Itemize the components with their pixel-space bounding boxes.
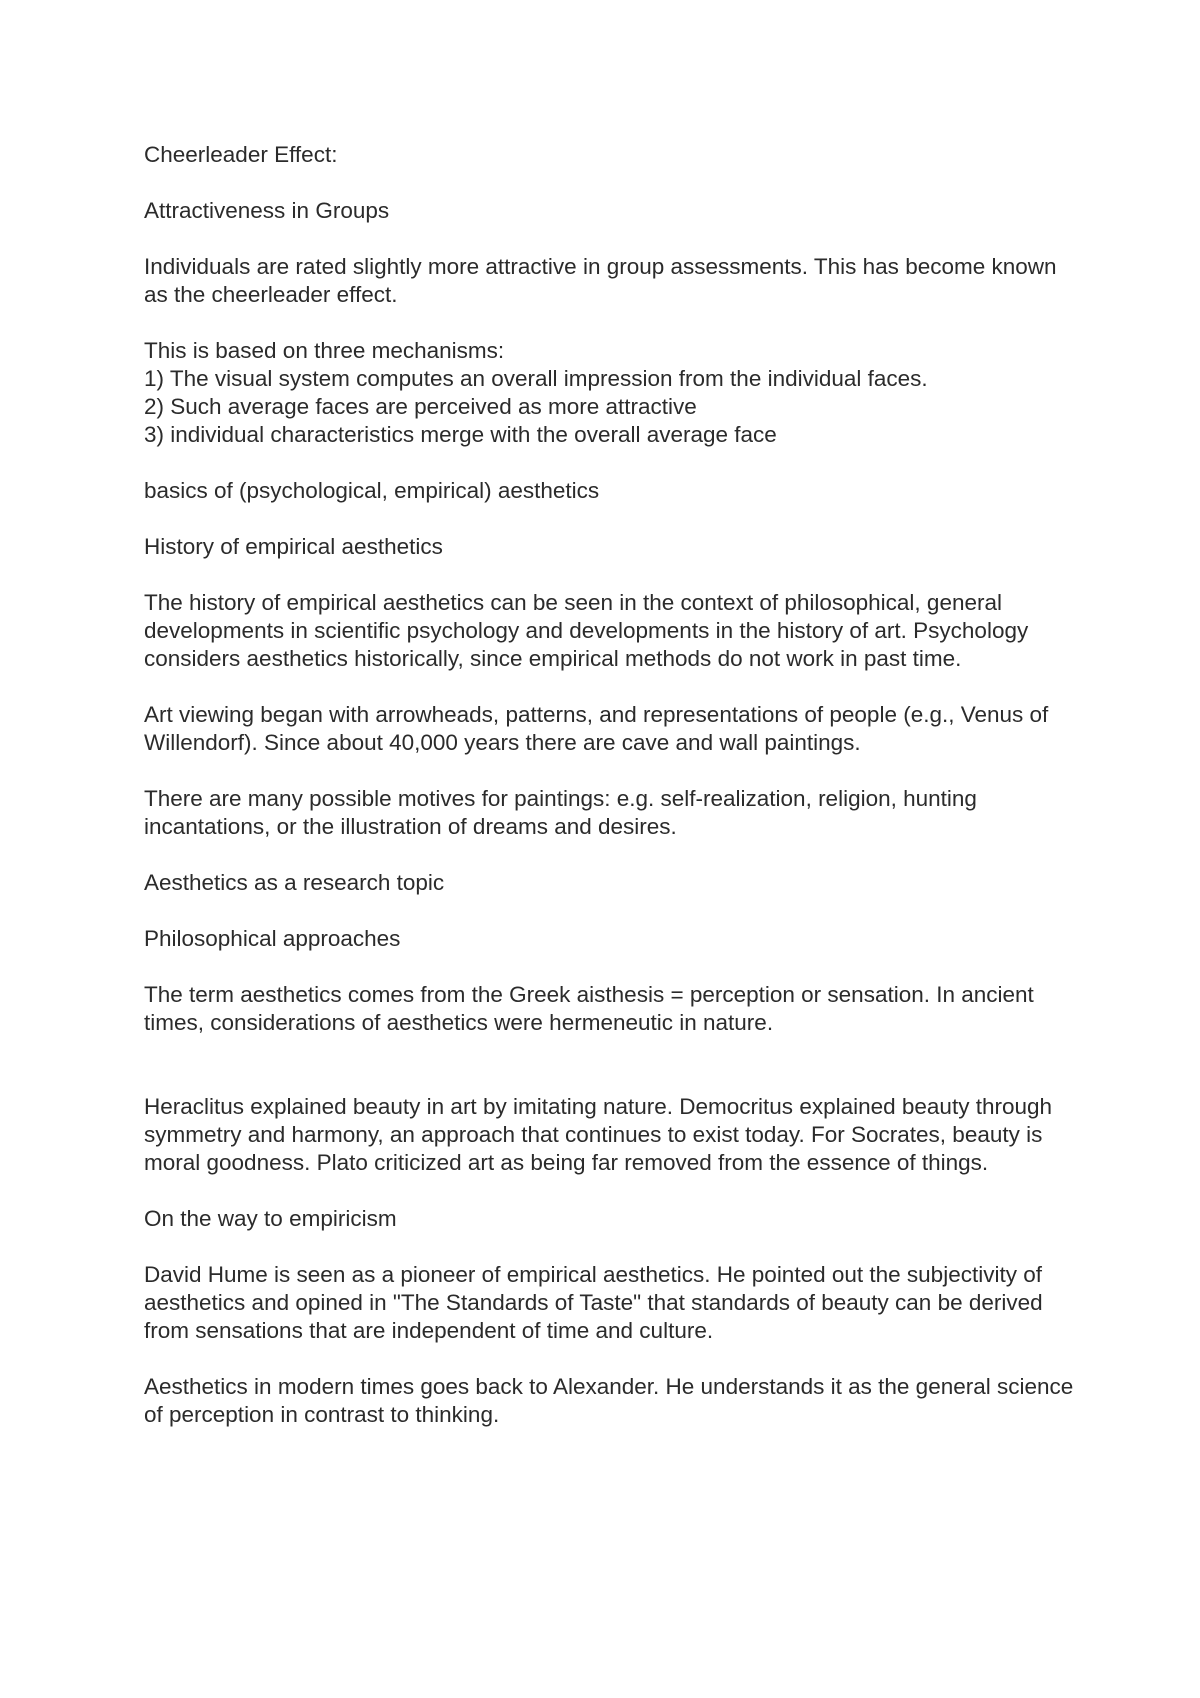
paragraph-modern-aesthetics: Aesthetics in modern times goes back to Alexander. He understands it as the general science of perception in contrast to thinking. (144, 1374, 1074, 1427)
document-title: Cheerleader Effect: (144, 142, 338, 167)
heading-basics-of-aesthetics: basics of (psychological, empirical) aesthetics (144, 478, 600, 503)
heading-history-of-empirical-aesthetics: History of empirical aesthetics (144, 534, 443, 559)
mechanism-item: 3) individual characteristics merge with the overall average face (144, 422, 777, 447)
paragraph-heraclitus: Heraclitus explained beauty in art by imitating nature. Democritus explained beauty through symmetry and harmony, an approach that continues to exist today. For Socrates, beauty is moral goodness. Plato criticized art as being far removed from the essence of things. (144, 1094, 1053, 1175)
mechanism-item: 1) The visual system computes an overall impression from the individual faces. (144, 366, 928, 391)
paragraph-term-aesthetics: The term aesthetics comes from the Greek aisthesis = perception or sensation. In ancient times, considerations of aesthetics were hermeneutic in nature. (144, 982, 1034, 1035)
paragraph-cheerleader-effect: Individuals are rated slightly more attractive in group assessments. This has become known as the cheerleader effect. (144, 254, 1057, 307)
heading-philosophical-approaches: Philosophical approaches (144, 926, 401, 951)
document-body (144, 141, 1074, 1457)
heading-aesthetics-research-topic: Aesthetics as a research topic (144, 870, 445, 895)
heading-attractiveness-in-groups: Attractiveness in Groups (144, 198, 390, 223)
paragraph-motives: There are many possible motives for paintings: e.g. self-realization, religion, hunting incantations, or the illustration of dreams and desires. (144, 786, 977, 839)
paragraph-history: The history of empirical aesthetics can be seen in the context of philosophical, general developments in scientific psychology and developments in the history of art. Psychology considers aesthetics historically, since empirical methods do not work in past time. (144, 590, 1029, 671)
mechanisms-block (144, 337, 1074, 449)
mechanism-item: 2) Such average faces are perceived as more attractive (144, 394, 697, 419)
mechanisms-intro: This is based on three mechanisms: (144, 338, 505, 363)
heading-way-to-empiricism: On the way to empiricism (144, 1206, 397, 1231)
paragraph-art-viewing: Art viewing began with arrowheads, patterns, and representations of people (e.g., Venus of Willendorf). Since about 40,000 years there are cave and wall paintings. (144, 702, 1049, 755)
paragraph-david-hume: David Hume is seen as a pioneer of empirical aesthetics. He pointed out the subjectivity of aesthetics and opined in "The Standards of Taste" that standards of beauty can be derived from sensations that are independent of time and culture. (144, 1262, 1043, 1343)
